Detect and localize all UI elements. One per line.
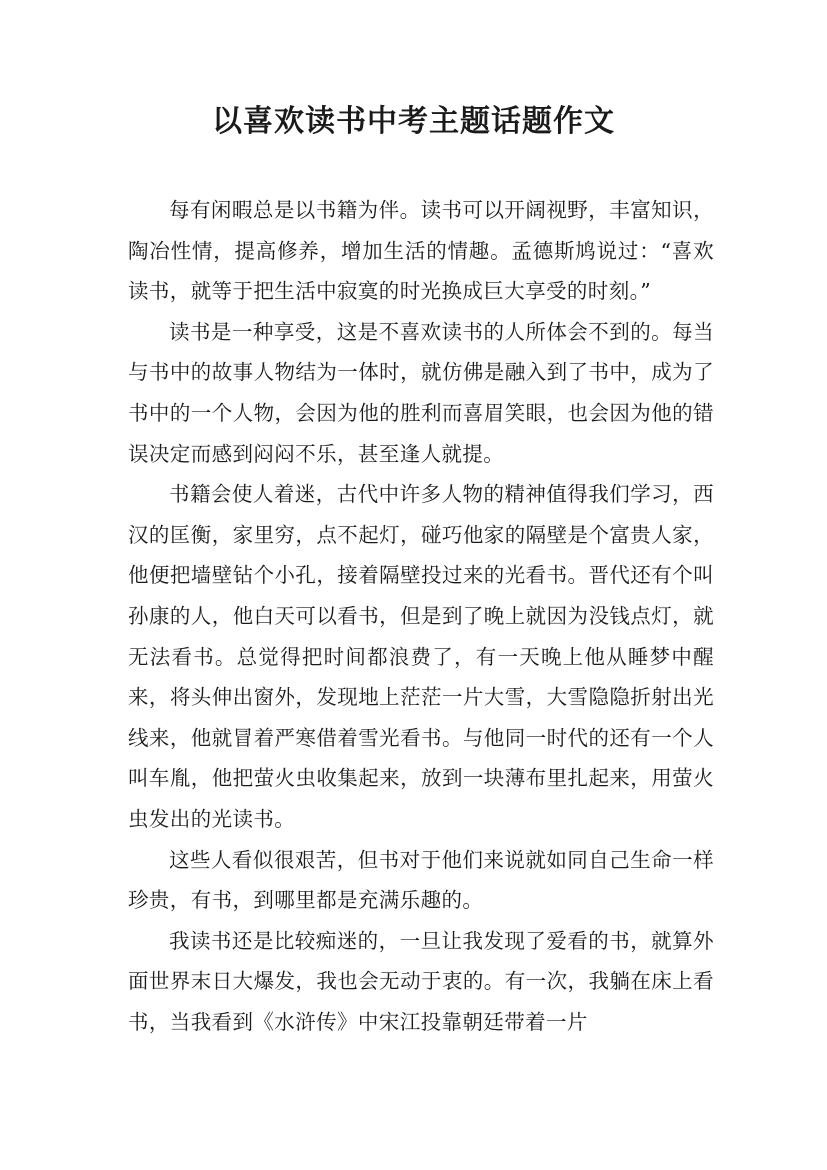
paragraph: 读书是一种享受，这是不喜欢读书的人所体会不到的。每当与书中的故事人物结为一体时，就仿佛是融入到了书中，成为了书中的一个人物，会因为他的胜利而喜眉笑眼，也会因为他的错误决定而感到闷闷不乐，甚至逢人就提。 — [128, 319, 714, 466]
paragraph: 书籍会使人着迷，古代中许多人物的精神值得我们学习，西汉的匡衡，家里穷，点不起灯，碰巧他家的隔壁是个富贵人家，他便把墙壁钻个小孔，接着隔壁投过来的光看书。晋代还有个叫孙康的人，他白天可以看书，但是到了晚上就因为没钱点灯，就无法看书。总觉得把时间都浪费了，有一天晚上他从睡梦中醒来，将头伸出窗外，发现地上茫茫一片大雪，大雪隐隐折射出光线来，他就冒着严寒借着雪光看书。与他同一时代的还有一个人叫车胤，他把萤火虫收集起来，放到一块薄布里扎起来，用萤火虫发出的光读书。 — [128, 482, 714, 831]
paragraph: 这些人看似很艰苦，但书对于他们来说就如同自己生命一样珍贵，有书，到哪里都是充满乐趣的。 — [128, 847, 714, 913]
paragraph: 我读书还是比较痴迷的，一旦让我发现了爱看的书，就算外面世界末日大爆发，我也会无动于衷的。有一次，我躺在床上看书，当我看到《水浒传》中宋江投靠朝廷带着一片 — [128, 928, 714, 1034]
document-body — [128, 190, 714, 1042]
document-title: 以喜欢读书中考主题话题作文 — [212, 104, 615, 139]
paragraph: 每有闲暇总是以书籍为伴。读书可以开阔视野，丰富知识，陶冶性情，提高修养，增加生活的情趣。孟德斯鸠说过：“喜欢读书，就等于把生活中寂寞的时光换成巨大享受的时刻。” — [128, 198, 714, 304]
